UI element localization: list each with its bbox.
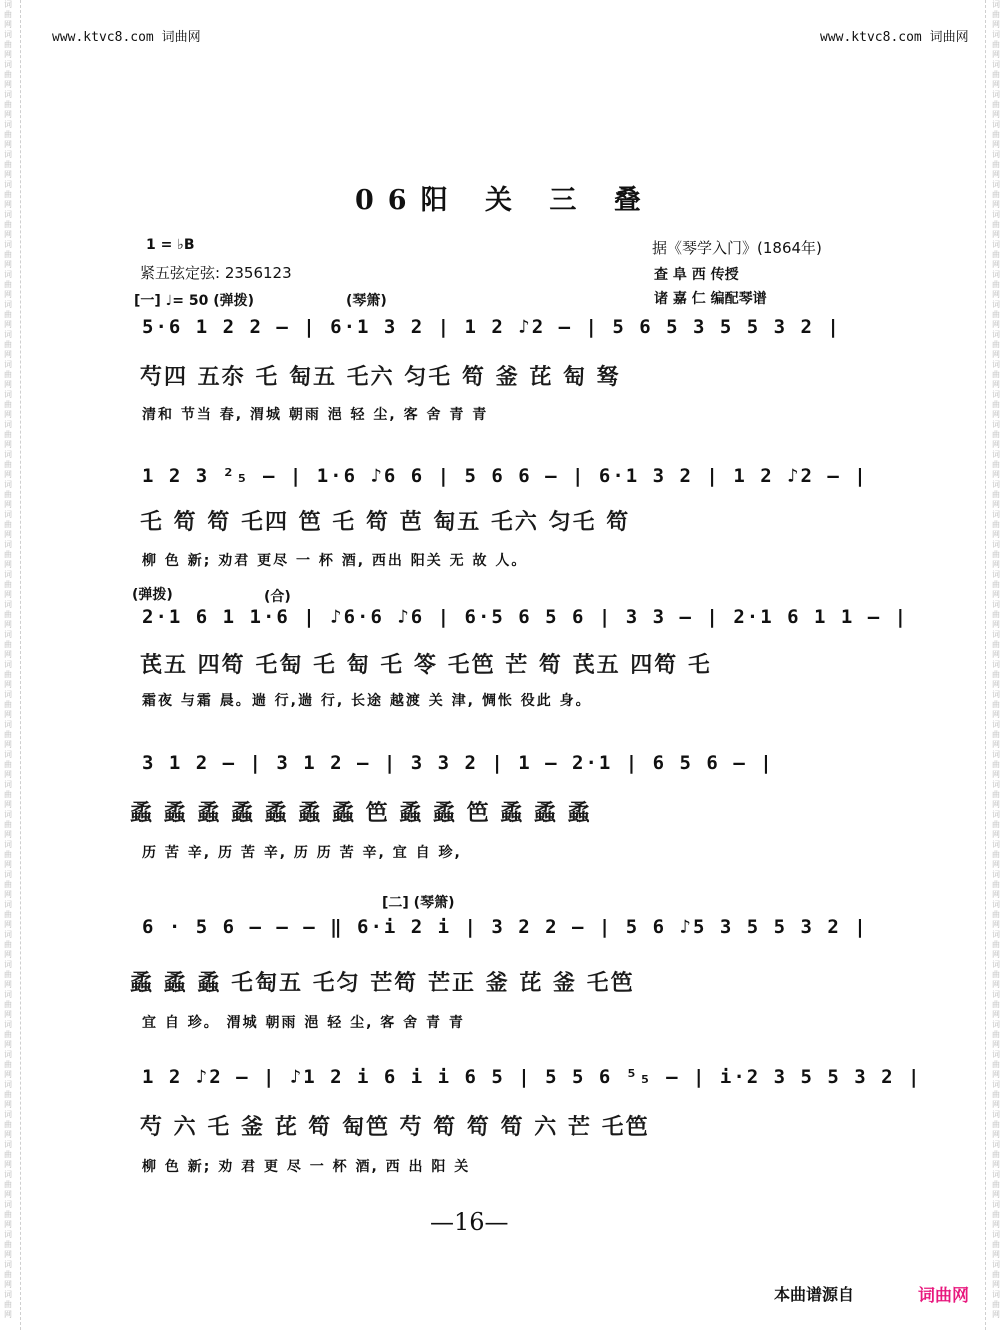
site-header-left[interactable]: www.ktvc8.com 词曲网 xyxy=(52,30,201,45)
page-number: —16— xyxy=(430,1208,509,1236)
left-margin-rule xyxy=(20,0,21,1330)
site-header-right[interactable]: www.ktvc8.com 词曲网 xyxy=(820,30,969,45)
lyrics-line-1: 清和 节当 春, 渭城 朝雨 浥 轻 尘, 客 舍 青 青 xyxy=(142,407,489,423)
notation-line-5: 6 · 5 6 — — — ‖ 6·i 2 i | 3 2 2 — | 5 6 ♪5 3 5 5 3 2 | xyxy=(142,916,868,938)
instrument-mark-tanbo: (弹拨) xyxy=(132,587,173,603)
qin-tablature-line-2: 乇 笱 笱 乇四 笆 乇 笱 芭 匋五 乇六 匀乇 笱 xyxy=(140,509,631,535)
right-watermark-strip: 词曲网词曲网词曲网词曲网词曲网词曲网词曲网词曲网词曲网词曲网词曲网词曲网词曲网词曲网词曲网词曲网词曲网词曲网词曲网词曲网词曲网词曲网词曲网词曲网词曲网词曲网词曲网词曲网词曲网词曲网词曲网词曲网词曲网词曲网词曲网词曲网词曲网词曲网词曲网词曲网词曲网词曲网词曲网词曲网 xyxy=(992,0,1000,1319)
lyrics-line-4: 历 苦 辛, 历 苦 辛, 历 历 苦 辛, 宜 自 珍, xyxy=(142,845,462,861)
score-title: 06阳 关 三 叠 xyxy=(355,185,655,216)
qin-tablature-line-6: 芍 六 乇 釜 芘 笱 匋笆 芍 笱 笱 笱 六 芒 乇笆 xyxy=(140,1114,650,1140)
lyrics-line-3: 霜夜 与霜 晨。遄 行,遄 行, 长途 越渡 关 津, 惆怅 役此 身。 xyxy=(142,693,592,709)
source-note: 据《琴学入门》(1864年) xyxy=(652,239,822,257)
qin-tablature-line-4: 蟊 蟊 蟊 蟊 蟊 蟊 蟊 笆 蟊 蟊 笆 蟊 蟊 蟊 xyxy=(130,800,592,826)
section-two-mark: [二] (琴箫) xyxy=(382,895,455,911)
tempo-marking: [一] ♩= 50 (弹拨) xyxy=(134,293,255,309)
notation-line-1: 5·6 1 2 2 — | 6·1 3 2 | 1 2 ♪2 — | 5 6 5 3 5 5 3 2 | xyxy=(142,316,841,338)
footer-source-label: 本曲谱源自 xyxy=(774,1285,855,1304)
notation-line-4: 3 1 2 — | 3 1 2 — | 3 3 2 | 1 — 2·1 | 6 5 6 — | xyxy=(142,752,774,774)
left-watermark-strip: 词曲网词曲网词曲网词曲网词曲网词曲网词曲网词曲网词曲网词曲网词曲网词曲网词曲网词曲网词曲网词曲网词曲网词曲网词曲网词曲网词曲网词曲网词曲网词曲网词曲网词曲网词曲网词曲网词曲网词曲网词曲网词曲网词曲网词曲网词曲网词曲网词曲网词曲网词曲网词曲网词曲网词曲网词曲网词曲网 xyxy=(4,0,12,1319)
footer-brand-link[interactable]: 词曲网 xyxy=(918,1286,969,1306)
instrument-mark-qin-xiao: (琴箫) xyxy=(346,293,387,309)
qin-tablature-line-3: 芪五 四笱 乇匋 乇 匋 乇 笭 乇笆 芒 笱 芪五 四笱 乇 xyxy=(140,652,712,678)
he-mark: (合) xyxy=(264,589,291,605)
key-signature: 1 = ♭B xyxy=(146,237,195,253)
lyrics-line-6: 柳 色 新; 劝 君 更 尽 一 杯 酒, 西 出 阳 关 xyxy=(142,1159,471,1175)
lyrics-line-2: 柳 色 新; 劝君 更尽 一 杯 酒, 西出 阳关 无 故 人。 xyxy=(142,553,528,569)
right-margin-rule xyxy=(985,0,986,1330)
qin-tablature-line-1: 芍四 五夵 乇 匋五 乇六 匀乇 笱 釜 芘 匋 驽 xyxy=(140,364,621,390)
credit-arrange: 诸 嘉 仁 编配琴谱 xyxy=(654,291,767,307)
tuning-label: 紧五弦定弦: 2356123 xyxy=(140,264,292,282)
notation-line-2: 1 2 3 ²₅ — | 1·6 ♪6 6 | 5 6 6 — | 6·1 3 2 | 1 2 ♪2 — | xyxy=(142,465,868,487)
notation-line-6: 1 2 ♪2 — | ♪1 2 i 6 i i 6 5 | 5 5 6 ⁵₅ — | i·2 3 5 5 3 2 | xyxy=(142,1066,922,1088)
credit-transmit: 查 阜 西 传授 xyxy=(654,267,739,283)
lyrics-line-5: 宜 自 珍。 渭城 朝雨 浥 轻 尘, 客 舍 青 青 xyxy=(142,1015,465,1031)
notation-line-3: 2·1 6 1 1·6 | ♪6·6 ♪6 | 6·5 6 5 6 | 3 3 — | 2·1 6 1 1 — | xyxy=(142,606,909,628)
qin-tablature-line-5: 蟊 蟊 蟊 乇匋五 乇匀 芒笱 芒正 釜 芘 釜 乇笆 xyxy=(130,970,635,996)
